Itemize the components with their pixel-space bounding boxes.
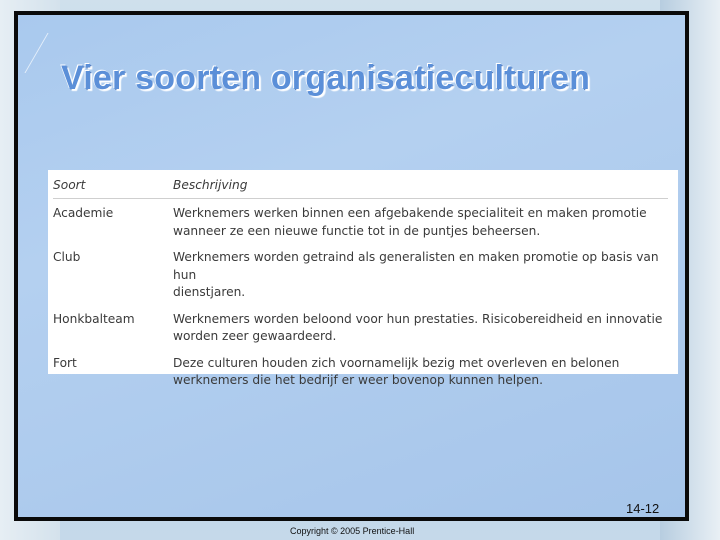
culture-table-panel — [48, 170, 678, 387]
cell-soort: Academie — [53, 206, 114, 220]
description-line: Werknemers worden beloond voor hun prestaties. Risicobereidheid en innovatie — [173, 311, 663, 326]
cell-soort: Fort — [53, 355, 77, 370]
description-line: wanneer ze een nieuwe functie tot in de puntjes beheersen. — [173, 223, 541, 238]
description-line: Deze culturen houden zich voornamelijk bezig met overleven en belonen — [173, 355, 620, 370]
column-header-soort: Soort — [53, 174, 173, 199]
cell-beschrijving — [173, 243, 668, 305]
description-line: Werknemers werken binnen een afgebakende specialiteit en maken promotie — [173, 206, 647, 220]
description-line: werknemers die het bedrijf er weer bovenop kunnen helpen. — [173, 373, 543, 387]
slide-title: Vier soorten organisatieculturen — [61, 59, 591, 97]
slide — [14, 11, 689, 521]
table-row — [53, 349, 668, 393]
table-row — [53, 305, 668, 349]
table-row — [53, 199, 668, 244]
cell-beschrijving — [173, 305, 668, 349]
culture-table — [53, 174, 668, 393]
column-header-beschrijving: Beschrijving — [173, 174, 668, 199]
cell-soort: Club — [53, 250, 81, 264]
copyright-notice: Copyright © 2005 Prentice-Hall — [290, 526, 415, 536]
table-header-row — [53, 174, 668, 199]
description-line: Werknemers worden getraind als generalisten en maken promotie op basis van hun — [173, 250, 659, 282]
table-row — [53, 243, 668, 305]
cell-beschrijving — [173, 349, 668, 393]
description-line: worden zeer gewaardeerd. — [173, 329, 337, 343]
cell-beschrijving — [173, 199, 668, 244]
cell-soort: Honkbalteam — [53, 311, 135, 326]
page-number: 14-12 — [626, 501, 660, 516]
description-line: dienstjaren. — [173, 285, 246, 299]
